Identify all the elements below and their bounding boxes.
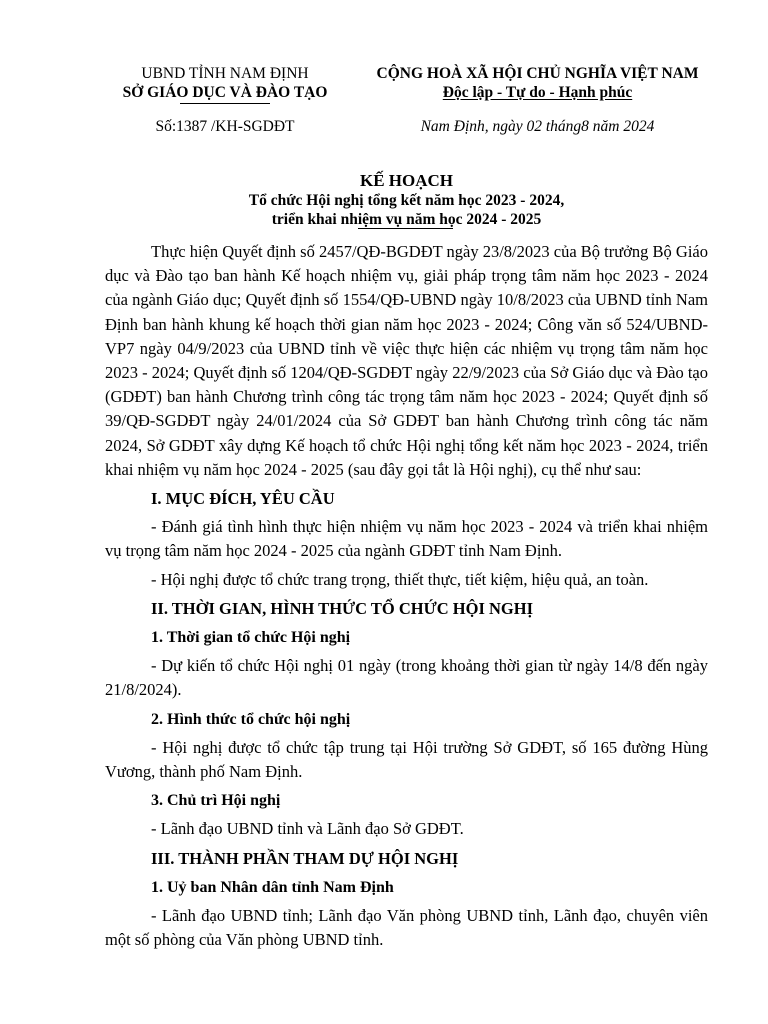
document-title: KẾ HOẠCH: [359, 171, 454, 190]
section-3-1-heading: 1. Uỷ ban Nhân dân tỉnh Nam Định: [151, 878, 394, 896]
section-1-paragraph-1: - Đánh giá tình hình thực hiện nhiệm vụ năm học 2023 - 2024 và triển khai nhiệm vụ trọng tâm năm học 2024 - 2025 của ngành GDĐT tỉnh Nam Định.: [105, 517, 708, 561]
org-line-2: SỞ GIÁO DỤC VÀ ĐÀO TẠO: [122, 84, 328, 101]
document-number: Số:1387 /KH-SGDĐT: [155, 118, 295, 135]
org-line-1: UBND TỈNH NAM ĐỊNH: [141, 65, 309, 82]
section-2-3-heading: 3. Chủ trì Hội nghị: [151, 792, 281, 810]
date-line: Nam Định, ngày 02 tháng8 năm 2024: [420, 118, 655, 135]
section-1-paragraph-2: - Hội nghị được tổ chức trang trọng, thiết thực, tiết kiệm, hiệu quả, an toàn.: [151, 569, 649, 589]
title-block: [105, 170, 708, 229]
intro-paragraph: Thực hiện Quyết định số 2457/QĐ-BGDĐT ngày 23/8/2023 của Bộ trưởng Bộ Giáo dục và Đào tạo ban hành Kế hoạch nhiệm vụ, giải pháp trọng tâm năm học 2023 - 2024 của ngành Giáo dục; Quyết định số 1554/QĐ-UBND ngày 10/8/2023 của UBND tỉnh Nam Định ban hành khung kế hoạch thời gian năm học 2023 - 2024; Công văn số 524/UBND-VP7 ngày 04/9/2023 của UBND tỉnh về việc thực hiện các nhiệm vụ trọng tâm năm học 2023 - 2024; Quyết định số 1204/QĐ-SGDĐT ngày 22/9/2023 của Sở Giáo dục và Đào tạo (GDĐT) ban hành Chương trình công tác trọng tâm năm học 2023 - 2024; Quyết định số 39/QĐ-SGDĐT ngày 24/01/2024 của Sở GDĐT ban hành Chương trình công tác năm 2024, Sở GDĐT xây dựng Kế hoạch tổ chức Hội nghị tổng kết năm học 2023 - 2024, triển khai nhiệm vụ năm học 2024 - 2025 (sau đây gọi tắt là Hội nghị), cụ thể như sau:: [105, 242, 708, 479]
document-subtitle-2: triển khai nhiệm vụ năm học 2024 - 2025: [271, 211, 542, 228]
section-2-1-paragraph: - Dự kiến tổ chức Hội nghị 01 ngày (trong khoảng thời gian từ ngày 14/8 đến ngày 21/8/2024).: [105, 656, 708, 700]
section-2-2-heading: 2. Hình thức tổ chức hội nghị: [151, 710, 351, 728]
document-subtitle-1: Tổ chức Hội nghị tổng kết năm học 2023 - 2024,: [248, 192, 565, 209]
national-title: CỘNG HOÀ XÃ HỘI CHỦ NGHĨA VIỆT NAM: [376, 65, 699, 82]
section-2-2-paragraph: - Hội nghị được tổ chức tập trung tại Hội trường Sở GDĐT, số 165 đường Hùng Vương, thành phố Nam Định.: [105, 737, 708, 782]
section-3-1-paragraph: - Lãnh đạo UBND tỉnh; Lãnh đạo Văn phòng UBND tỉnh, Lãnh đạo, chuyên viên một số phòng của Văn phòng UBND tỉnh.: [105, 906, 708, 950]
section-2-3-paragraph: - Lãnh đạo UBND tỉnh và Lãnh đạo Sở GDĐT.: [151, 819, 464, 839]
org-underline: [180, 103, 270, 104]
issuing-authority: [105, 64, 345, 102]
section-3-heading: III. THÀNH PHẦN THAM DỰ HỘI NGHỊ: [151, 848, 459, 868]
section-2-heading: II. THỜI GIAN, HÌNH THỨC TỔ CHỨC HỘI NGHỊ: [151, 598, 534, 618]
national-motto: Độc lập - Tự do - Hạnh phúc: [442, 84, 633, 101]
title-underline: [358, 228, 453, 229]
section-2-1-heading: 1. Thời gian tổ chức Hội nghị: [151, 629, 351, 647]
national-header: [355, 64, 720, 102]
document-body: [105, 240, 708, 952]
section-1-heading: I. MỤC ĐÍCH, YÊU CẦU: [151, 489, 335, 509]
